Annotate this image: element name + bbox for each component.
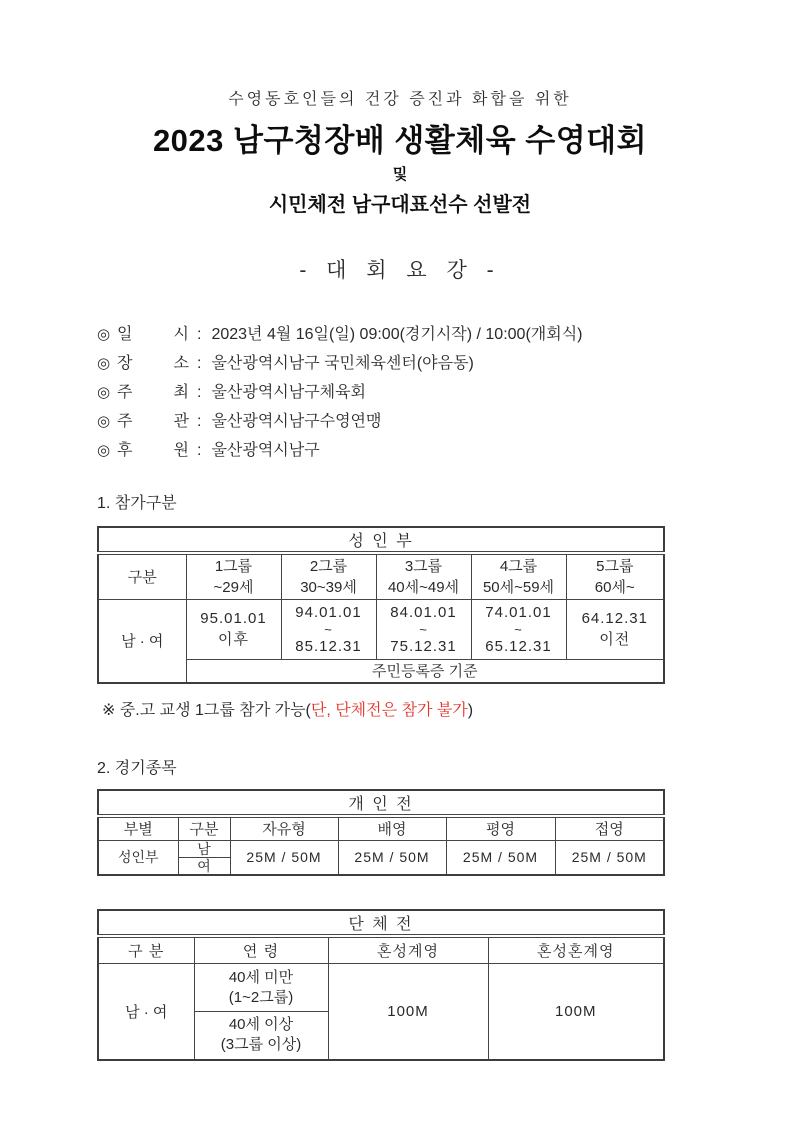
division-label: 성인부	[98, 840, 178, 875]
bullet-icon: ◎	[97, 384, 111, 401]
birth-end: 이후	[218, 631, 249, 648]
info-label: 주 최	[117, 384, 189, 401]
info-label: 일 시	[117, 326, 189, 343]
group-age: 60세~	[594, 578, 635, 596]
distance-backstroke: 25M / 50M	[338, 840, 446, 875]
age-band-line: 40세 미만	[228, 968, 294, 986]
title-conjunction: 및	[392, 166, 408, 183]
event-subtitle: 시민체전 남구대표선수 선발전	[268, 194, 532, 216]
group-header	[471, 553, 566, 599]
participation-table-title: 성 인 부	[98, 527, 664, 553]
distance-butterfly: 25M / 50M	[555, 840, 664, 875]
note-suffix: )	[467, 702, 474, 719]
group-header	[186, 553, 281, 599]
participation-table-footer: 주민등록증 기준	[186, 659, 664, 683]
participation-row-header: 구분	[98, 553, 186, 599]
info-colon: :	[197, 326, 202, 343]
birth-tilde: ~	[419, 621, 428, 637]
column-header: 부별	[98, 816, 178, 840]
team-events-table	[97, 909, 665, 1061]
group-header	[566, 553, 664, 599]
info-colon: :	[197, 442, 202, 459]
birth-range	[566, 599, 664, 659]
info-colon: :	[197, 355, 202, 372]
birth-tilde: ~	[514, 621, 523, 637]
age-band-under40	[194, 964, 328, 1012]
bullet-icon: ◎	[97, 326, 111, 343]
info-row-sponsor	[97, 436, 800, 465]
group-age: 30~39세	[300, 578, 357, 596]
document-header	[0, 0, 800, 284]
group-header	[376, 553, 471, 599]
birth-start: 94.01.01	[295, 603, 362, 621]
birth-end: 65.12.31	[485, 637, 552, 655]
info-row-venue	[97, 349, 800, 378]
group-name: 3그룹	[404, 557, 443, 575]
info-label: 후 원	[117, 442, 189, 459]
birth-range	[186, 599, 281, 659]
column-header: 혼성혼계영	[488, 936, 664, 964]
info-row-host	[97, 378, 800, 407]
group-age: 40세~49세	[387, 578, 460, 596]
age-band-line: (1~2그룹)	[228, 988, 294, 1006]
event-info-list	[97, 320, 800, 465]
distance-breaststroke: 25M / 50M	[446, 840, 555, 875]
info-value: 울산광역시남구체육회	[211, 384, 367, 401]
birth-end: 75.12.31	[390, 637, 457, 655]
event-title: 2023 남구청장배 생활체육 수영대회	[152, 123, 648, 158]
birth-start: 84.01.01	[390, 603, 457, 621]
participation-table	[97, 526, 665, 684]
birth-tilde: ~	[324, 621, 333, 637]
info-row-datetime	[97, 320, 800, 349]
distance-freestyle: 25M / 50M	[230, 840, 338, 875]
birth-range	[471, 599, 566, 659]
birth-start: 74.01.01	[485, 603, 552, 621]
birth-start: 95.01.01	[200, 610, 267, 627]
team-table-title: 단 체 전	[98, 910, 664, 936]
team-division-label: 남 · 여	[98, 964, 194, 1060]
birth-start: 64.12.31	[581, 610, 648, 627]
info-value: 2023년 4월 16일(일) 09:00(경기시작) / 10:00(개회식)	[211, 326, 583, 343]
column-header: 평영	[446, 816, 555, 840]
section2-heading: 2. 경기종목	[97, 760, 177, 777]
individual-table-title: 개 인 전	[98, 790, 664, 816]
event-tagline: 수영동호인들의 건강 증진과 화합을 위한	[228, 91, 572, 108]
gender-label: 남 · 여	[98, 599, 186, 683]
column-header: 배영	[338, 816, 446, 840]
column-header: 구분	[178, 816, 230, 840]
group-age: ~29세	[213, 578, 254, 596]
column-header: 접영	[555, 816, 664, 840]
column-header: 구 분	[98, 936, 194, 964]
info-value: 울산광역시남구수영연맹	[211, 413, 382, 430]
medley-relay-distance: 100M	[328, 964, 488, 1060]
group-name: 2그룹	[309, 557, 348, 575]
info-row-organizer	[97, 407, 800, 436]
info-colon: :	[197, 413, 202, 430]
age-band-over40	[194, 1012, 328, 1060]
birth-range	[376, 599, 471, 659]
info-value: 울산광역시남구 국민체육센터(야음동)	[211, 355, 474, 372]
group-age: 50세~59세	[482, 578, 555, 596]
info-colon: :	[197, 384, 202, 401]
birth-range	[281, 599, 376, 659]
gender-female: 여	[178, 857, 230, 875]
info-label: 주 관	[117, 413, 189, 430]
group-name: 5그룹	[596, 557, 634, 575]
note-prefix: ※ 중.고 교생 1그룹 참가 가능(	[102, 702, 311, 719]
column-header: 자유형	[230, 816, 338, 840]
bullet-icon: ◎	[97, 413, 111, 430]
birth-end: 이전	[599, 631, 631, 648]
info-label: 장 소	[117, 355, 189, 372]
section1-heading: 1. 참가구분	[97, 495, 177, 512]
mixed-relay-distance: 100M	[488, 964, 664, 1060]
birth-end: 85.12.31	[295, 637, 362, 655]
bullet-icon: ◎	[97, 442, 111, 459]
column-header: 혼성계영	[328, 936, 488, 964]
group-header	[281, 553, 376, 599]
age-band-line: (3그룹 이상)	[220, 1036, 302, 1054]
bullet-icon: ◎	[97, 355, 111, 372]
age-band-line: 40세 이상	[228, 1016, 294, 1034]
group-name: 4그룹	[499, 557, 538, 575]
outline-heading: - 대 회 요 강 -	[299, 259, 501, 282]
participation-note	[102, 697, 800, 720]
gender-male: 남	[178, 840, 230, 857]
note-red-text: 단, 단체전은 참가 불가	[310, 702, 468, 719]
group-name: 1그룹	[214, 557, 253, 575]
info-value: 울산광역시남구	[211, 442, 320, 459]
individual-events-table	[97, 789, 665, 876]
column-header: 연 령	[194, 936, 328, 964]
